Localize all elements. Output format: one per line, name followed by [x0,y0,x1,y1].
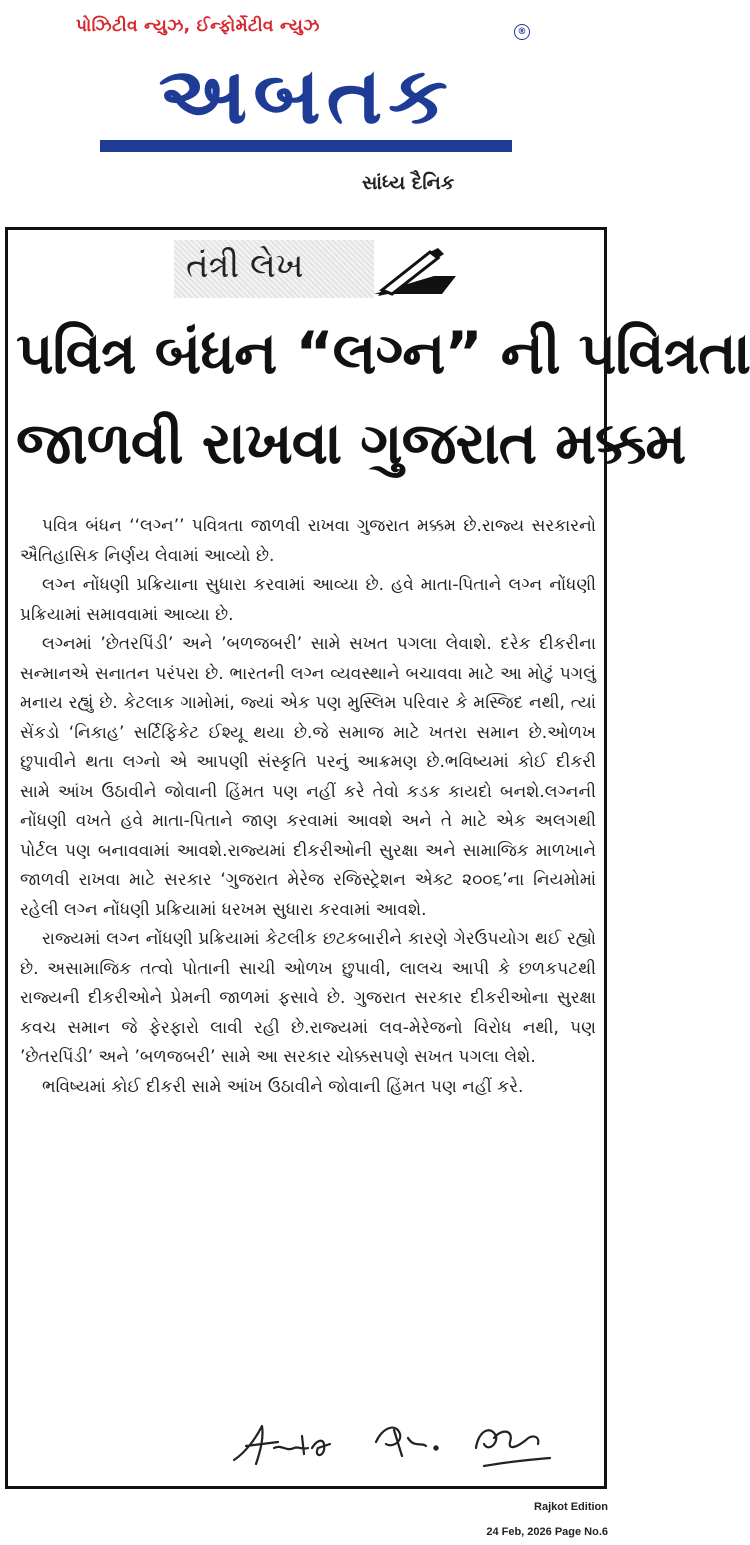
newspaper-logo [86,44,526,148]
masthead-subtitle: સાંધ્ય દૈનિક [362,172,455,194]
edition-name: Rajkot Edition [534,1501,608,1513]
logo-text: અબતક [158,50,454,142]
article-paragraph-1: પવિત્ર બંધન ‘‘લગ્ન’’ પવિત્રતા જાળવી રાખવા ગુજરાત મક્કમ છે.રાજ્ય સરકારનો ઐતિહાસિક નિર્ણય લેવામાં આવ્યો છે. [20,516,596,566]
editorial-label: તંત્રી લેખ [186,246,304,286]
article-paragraph-2: લગ્ન નોંધણી પ્રક્રિયાના સુધારા કરવામાં આવ્યા છે. હવે માતા-પિતાને લગ્ન નોંધણી પ્રક્રિયામાં સમાવવામાં આવ્યા છે. [20,575,596,625]
article-body [20,512,596,1102]
editorial-badge [174,240,458,298]
article-paragraph-3: લગ્નમાં ’છેતરપિંડી’ અને ’બળજબરી’ સામે સખત પગલા લેવાશે. દરેક દીકરીના સન્માનએ સનાતન પરંપરા છે. ભારતની લગ્ન વ્યવસ્થાને બચાવવા માટે આ મોટું પગલું મનાય રહ્યું છે. કેટલાક ગામોમાં, જ્યાં એક પણ મુસ્લિમ પરિવાર કે મસ્જિદ નથી, ત્યાં સેંકડો ‘નિકાહ’ સર્ટિફિકેટ ઈશ્યૂ થયા છે.જે સમાજ માટે ખતરા સમાન છે.ઓળખ છુપાવીને થતા લગ્નો એ આપણી સંસ્કૃતિ પરનું આક્રમણ છે.ભવિષ્યમાં કોઈ દીકરી સામે આંખ ઉઠાવીને જોવાની હિંમત પણ નહીં કરે તેવો કડક કાયદો બનશે.લગ્નની નોંધણી વખતે હવે માતા-પિતાને જાણ કરવામાં આવશે અને તે માટે એક અલગથી પોર્ટલ પણ બનાવવામાં આવશે.રાજ્યમાં દીકરીઓની સુરક્ષા અને સામાજિક માળખાને જાળવી રાખવા માટે સરકાર ‘ગુજરાત મેરેજ રજિસ્ટ્રેશન એક્ટ ૨૦૦૬’ના નિયમોમાં રહેલી લગ્ન નોંધણી પ્રક્રિયામાં ધરખમ સુધારા કરવામાં આવશે. [20,634,596,920]
headline-line-2: જાળવી રાખવા ગુજરાત મક્કમ [16,409,686,477]
headline-line-1: પવિત્ર બંધન “લગ્ન” ની પવિત્રતા [16,319,750,387]
masthead [0,0,618,215]
pen-writing-icon [372,246,458,298]
edition-footer [486,1495,608,1545]
article-paragraph-4: રાજ્યમાં લગ્ન નોંધણી પ્રક્રિયામાં કેટલીક છટકબારીને કારણે ગેરઉપયોગ થઈ રહ્યો છે. અસામાજિક તત્વો પોતાની સાચી ઓળખ છુપાવી, લાલચ આપી કે છળકપટથી રાજ્યની દીકરીઓને પ્રેમની જાળમાં ફસાવે છે. ગુજરાત સરકાર દીકરીઓના સુરક્ષા કવચ સમાન જે ફેરફારો લાવી રહી છે.રાજ્યમાં લવ-મેરેજનો વિરોધ નથી, પણ ’છેતરપિંડી’ અને ’બળજબરી’ સામે આ સરકાર ચોક્કસપણે સખત પગલા લેશે. [20,929,596,1067]
edition-date-page: 24 Feb, 2026 Page No.6 [486,1526,608,1538]
article-paragraph-5: ભવિષ્યમાં કોઈ દીકરી સામે આંખ ઉઠાવીને જોવાની હિંમત પણ નહીં કરે. [42,1076,524,1097]
registered-mark: ® [514,24,530,40]
masthead-tagline: પોઝિટીવ ન્યુઝ, ઈન્ફોર્મેટીવ ન્યુઝ [76,16,320,36]
handwritten-signature [226,1408,572,1480]
